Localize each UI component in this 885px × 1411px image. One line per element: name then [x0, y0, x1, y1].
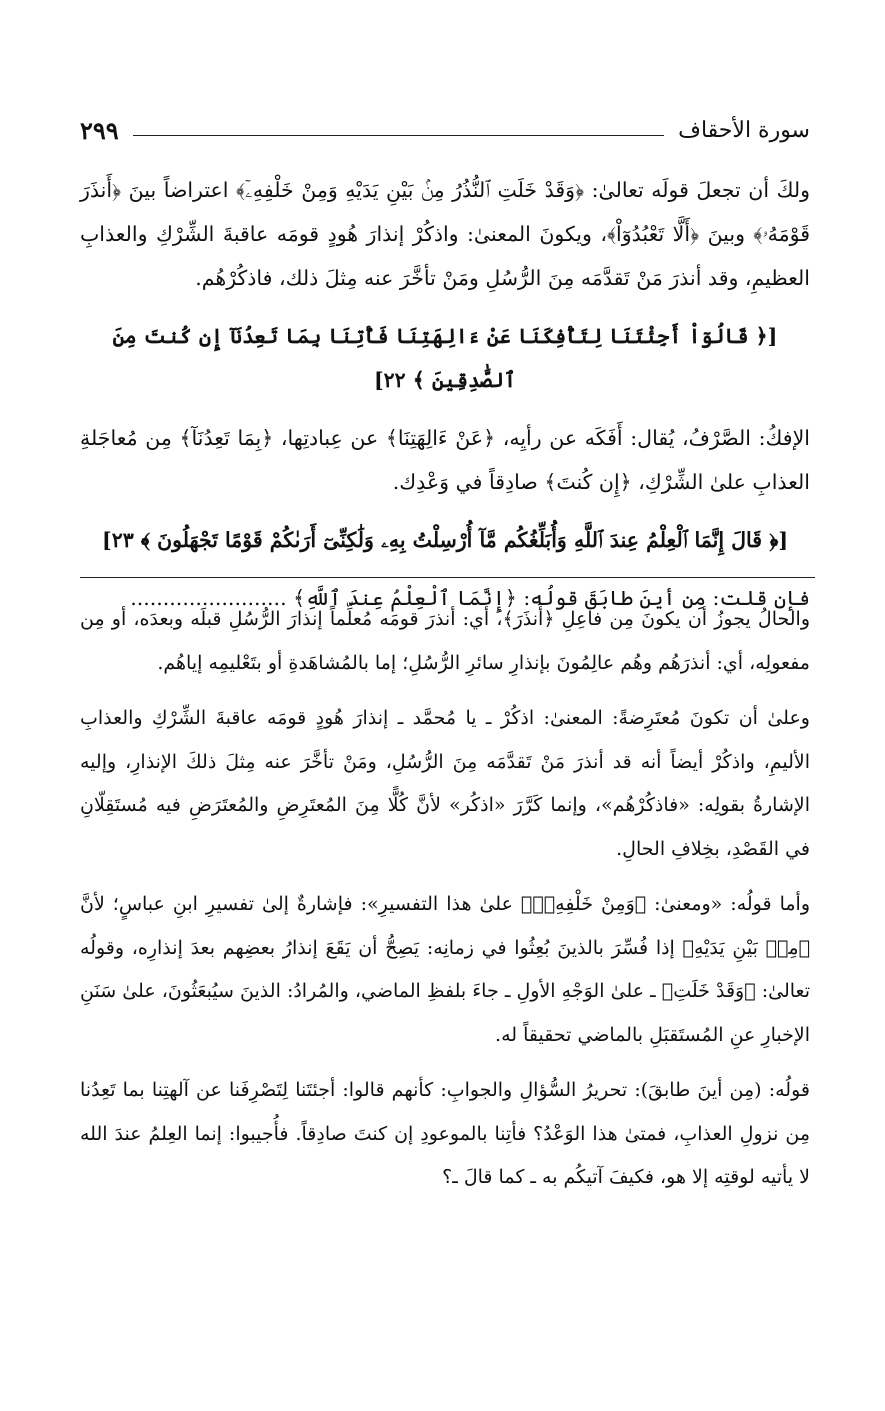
verse-23: [﴿ قَالَ إِنَّمَا ٱلْعِلْمُ عِندَ ٱللَّهِ وَأُبَلِّغُكُم مَّآ أُرْسِلْتُ بِهِۦ وَلَٰكِنِّىٓ أَرَىٰكُمْ قَوْمًا تَجْهَلُونَ ﴾ ٢٣]	[101, 528, 789, 552]
main-text	[80, 168, 810, 634]
page-number: ٢٩٩	[80, 115, 119, 145]
note-paragraph-3: وأما قولُه: «ومعنىٰ: ﴿وَمِنْ خَلْفِهِۦٓ﴾ علىٰ هذا التفسيرِ»: فإشارةٌ إلىٰ تفسيرِ ابنِ عباسٍ؛ لأنَّ ﴿مِنۢ بَيْنِ يَدَيْهِ﴾ إذا فُسِّرَ بالذينَ بُعِثُوا في زمانِه: يَصِحُّ أن يَقَعَ إنذارُ بعضِهم بعدَ إنذارِه، وقولُه تعالىٰ: ﴿وَقَدْ خَلَتِ﴾ ـ علىٰ الوَجْهِ الأولِ ـ جاءَ بلفظِ الماضي، والمُرادُ: الذينَ سيُبعَثُونَ، علىٰ سَنَنِ الإخبارِ عنِ المُستَقبَلِ بالماضي تحقيقاً له.	[80, 893, 810, 1046]
note-paragraph-1: والحالُ يجوزُ أن يكونَ مِن فاعِلِ ﴿أَنذَرَ﴾، أي: أنذرَ قومَه مُعلِّماً إنذارَ الرُّسُلِ قبلَه وبعدَه، أو مِن مفعولِه، أي: أنذرَهُم وهُم عالِمُونَ بإنذارِ سائرِ الرُّسُلِ؛ إما بالمُشاهَدةِ أو بتَعْليمِه إياهُم.	[80, 608, 810, 674]
main-paragraph-2: الإفكُ: الصَّرْفُ، يُقال: أَفَكَه عن رأيِه، ﴿عَنْ ءَالِهَتِنَا﴾ عن عِبادتِها، ﴿بِمَا تَعِدُنَآ﴾ مِن مُعاجَلةِ العذابِ علىٰ الشِّرْكِ، ﴿إِن كُنتَ﴾ صادِقاً في وَعْدِك.	[80, 426, 810, 494]
footnote-divider	[80, 577, 815, 578]
main-paragraph-3: فإن قلت: مِن أينَ طابَقَ قولُه: ﴿إِنَّمَا ٱلْعِلْمُ عِندَ ٱللَّهِ﴾ ........................	[130, 586, 810, 610]
commentary-notes	[80, 598, 810, 1212]
main-paragraph-1: ولكَ أن تجعلَ قولَه تعالىٰ: ﴿وَقَدْ خَلَتِ ٱلنُّذُرُ مِنۢ بَيْنِ يَدَيْهِ وَمِنْ خَلْفِهِۦٓ﴾ اعتراضاً بينَ ﴿أَنذَرَ قَوْمَهُۥ﴾ وبينَ ﴿أَلَّا تَعْبُدُوٓاْ﴾، ويكونَ المعنىٰ: واذكُرْ إنذارَ هُودٍ قومَه عاقبةَ الشِّرْكِ والعذابِ العظيمِ، وقد أنذرَ مَنْ تَقدَّمَه مِنَ الرُّسُلِ ومَنْ تأخَّرَ عنه مِثلَ ذلك، فاذكُرْهُم.	[80, 178, 810, 290]
note-paragraph-4: قولُه: (مِن أينَ طابقَ): تحريرُ السُّؤالِ والجوابِ: كأنهم قالوا: أجئتَنا لِتَصْرِفَنا عن آلهتِنا بما تَعِدُنا مِن نزولِ العذابِ، فمتىٰ هذا الوَعْدُ؟ فأتِنا بالموعودِ إن كنتَ صادِقاً. فأُجيبوا: إنما العِلمُ عندَ الله لا يأتيه لوقتِه إلا هو، فكيفَ آتيكُم به ـ كما قالَ ـ؟	[80, 1079, 810, 1188]
note-paragraph-2: وعلىٰ أن تكونَ مُعتَرِضةً: المعنىٰ: اذكُرْ ـ يا مُحمَّد ـ إنذارَ هُودٍ قومَه عاقبةَ الشِّرْكِ والعذابِ الأليمِ، واذكُرْ أيضاً أنه قد أنذرَ مَنْ تَقدَّمَه مِنَ الرُّسُلِ، ومَنْ تأخَّرَ عنه مِثلَ ذلكَ الإنذارِ، وإليه الإشارةُ بقولِه: «فاذكُرْهُم»، وإنما كَرَّرَ «اذكُر» لأنَّ كُلًّا مِنَ المُعتَرِضِ والمُعتَرَضِ فيه مُستَقِلّانِ في القَصْدِ، بخِلافِ الحالِ.	[80, 707, 810, 860]
verse-22: [﴿ قَالُوٓاْ أَجِئْتَنَا لِتَأْفِكَنَا عَنْ ءَالِهَتِنَا فَأْتِنَا بِمَا تَعِدُنَآ إِن كُنتَ مِنَ ٱلصَّٰدِقِينَ ﴾ ٢٢]	[112, 324, 778, 392]
surah-name: سورة الأحقاف	[678, 117, 810, 143]
page-header	[80, 112, 810, 148]
header-rule	[133, 135, 664, 136]
